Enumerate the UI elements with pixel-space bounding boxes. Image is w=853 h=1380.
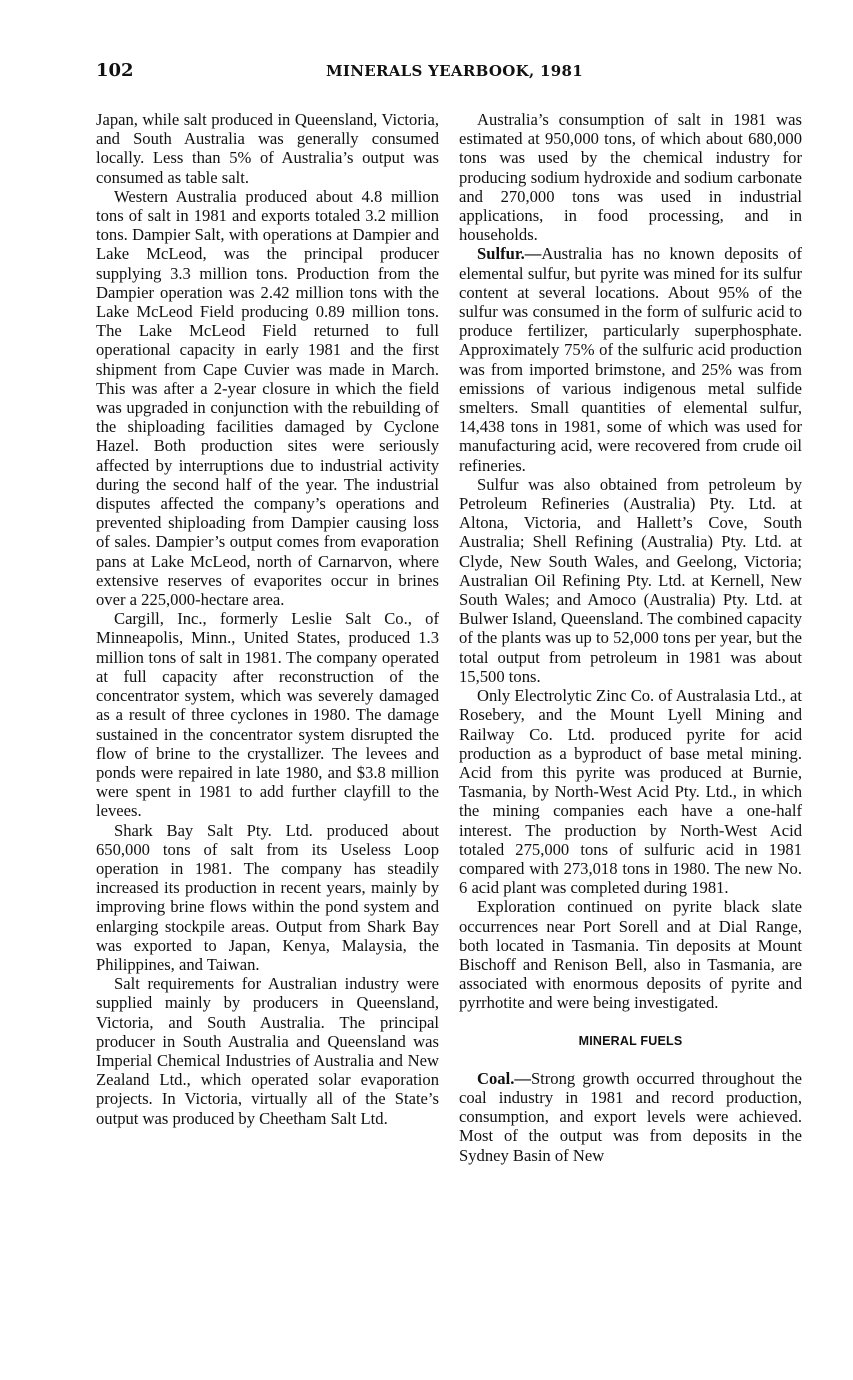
paragraph: Cargill, Inc., formerly Leslie Salt Co., of Minneapolis, Minn., United States, produced 1.3 million tons of salt in 1981. The company operated at full capacity after reconstruction of the concentrator system, which was severely damaged as a result of three cyclones in 1980. The damage sustained in the concentrator system disrupted the flow of brine to the crystallizer. The levees and ponds were repaired in late 1980, and $3.8 million were spent in 1981 to add further clayfill to the levees.: [96, 609, 439, 821]
running-title: MINERALS YEARBOOK, 1981: [326, 62, 583, 80]
coal-text: Strong growth occurred throughout the coal industry in 1981 and record production, consumption, and export levels were achieved. Most of the output was from deposits in the Sydney Basin of New: [459, 1068, 802, 1165]
page-number: 102: [96, 60, 134, 81]
paragraph: Exploration continued on pyrite black slate occurrences near Port Sorell and at Dial Range, both located in Tasmania. Tin deposits at Mount Bischoff and Renison Bell, also in Tasmania, are associated with enormous deposits of pyrite and pyrrhotite and were being investigated.: [459, 897, 802, 1013]
right-column: [459, 110, 802, 1165]
sulfur-intro-text: Australia has no known deposits of elemental sulfur, but pyrite was mined for its sulfur content at several locations. About 95% of the sulfur was consumed in the form of sulfuric acid to produce fertilizer, particularly superphosphate. Approximately 75% of the sulfuric acid production was from imported brimstone, and 25% was from emissions of various indigenous metal sulfide smelters. Small quantities of elemental sulfur, 14,438 tons in 1981, some of which was used for manufacturing acid, were recovered from crude oil refineries.: [459, 244, 802, 475]
left-column: [96, 110, 439, 1128]
paragraph: Western Australia produced about 4.8 million tons of salt in 1981 and exports totaled 3.2 million tons. Dampier Salt, with operations at Dampier and Lake McLeod, was the principal producer supplying 3.3 million tons. Production from the Dampier operation was 2.42 million tons with the Lake McLeod Field producing 0.89 million tons. The Lake McLeod Field returned to full operational capacity in early 1981 and the first shipment from Cape Cuvier was made in March. This was after a 2-year closure in which the field was upgraded in conjunction with the rebuilding of the shiploading facilities damaged by Cyclone Hazel. Both production sites were seriously affected by interruptions due to industrial activity during the second half of the year. The industrial disputes affected the company’s operations and prevented shiploading from Dampier causing loss of sales. Dampier’s output comes from evaporation pans at Lake McLeod, north of Carnarvon, where extensive reserves of evaporites occur in brines over a 225,000-hectare area.: [96, 186, 439, 610]
paragraph: Japan, while salt produced in Queensland, Victoria, and South Australia was generally consumed locally. Less than 5% of Australia’s output was consumed as table salt.: [96, 110, 439, 187]
paragraph: Only Electrolytic Zinc Co. of Australasia Ltd., at Rosebery, and the Mount Lyell Mining and Railway Co. Ltd. produced pyrite for acid production as a byproduct of base metal mining. Acid from this pyrite was produced at Burnie, Tasmania, by North-West Acid Pty. Ltd., in which the mining companies each have a one-half interest. The production by North-West Acid totaled 275,000 tons of sulfuric acid in 1981 compared with 273,018 tons in 1980. The new No. 6 acid plant was completed during 1981.: [459, 686, 802, 898]
paragraph: Salt requirements for Australian industry were supplied mainly by producers in Queensland, Victoria, and South Australia. The principal producer in South Australia and Queensland was Imperial Chemical Industries of Australia and New Zealand Ltd., which operated solar evaporation projects. In Victoria, virtually all of the State’s output was produced by Cheetham Salt Ltd.: [96, 974, 439, 1128]
coal-paragraph: [459, 1069, 802, 1165]
section-heading: MINERAL FUELS: [578, 1033, 683, 1048]
paragraph: Sulfur was also obtained from petroleum by Petroleum Refineries (Australia) Pty. Ltd. at Altona, Victoria, and Hallett’s Cove, South Australia; Shell Refining (Australia) Pty. Ltd. at Clyde, New South Wales, and Geelong, Victoria; Australian Oil Refining Pty. Ltd. at Kernell, New South Wales; and Amoco (Australia) Pty. Ltd. at Bulwer Island, Queensland. The combined capacity of the plants was up to 52,000 tons per year, but the total output from petroleum in 1981 was about 15,500 tons.: [459, 474, 802, 686]
coal-runin-heading: Coal.—: [477, 1068, 531, 1088]
sulfur-runin-heading: Sulfur.—: [477, 244, 542, 264]
paragraph: Australia’s consumption of salt in 1981 was estimated at 950,000 tons, of which about 680,000 tons was used by the chemical industry for producing sodium hydroxide and sodium carbonate and 270,000 tons was used in industrial applications, in food processing, and in households.: [459, 110, 802, 245]
paragraph: Shark Bay Salt Pty. Ltd. produced about 650,000 tons of salt from its Useless Loop operation in 1981. The company has steadily increased its production in recent years, mainly by improving brine flows within the pond system and enlarging stockpile areas. Output from Shark Bay was exported to Japan, Kenya, Malaysia, the Philippines, and Taiwan.: [96, 820, 439, 974]
sulfur-paragraph: [459, 244, 802, 474]
